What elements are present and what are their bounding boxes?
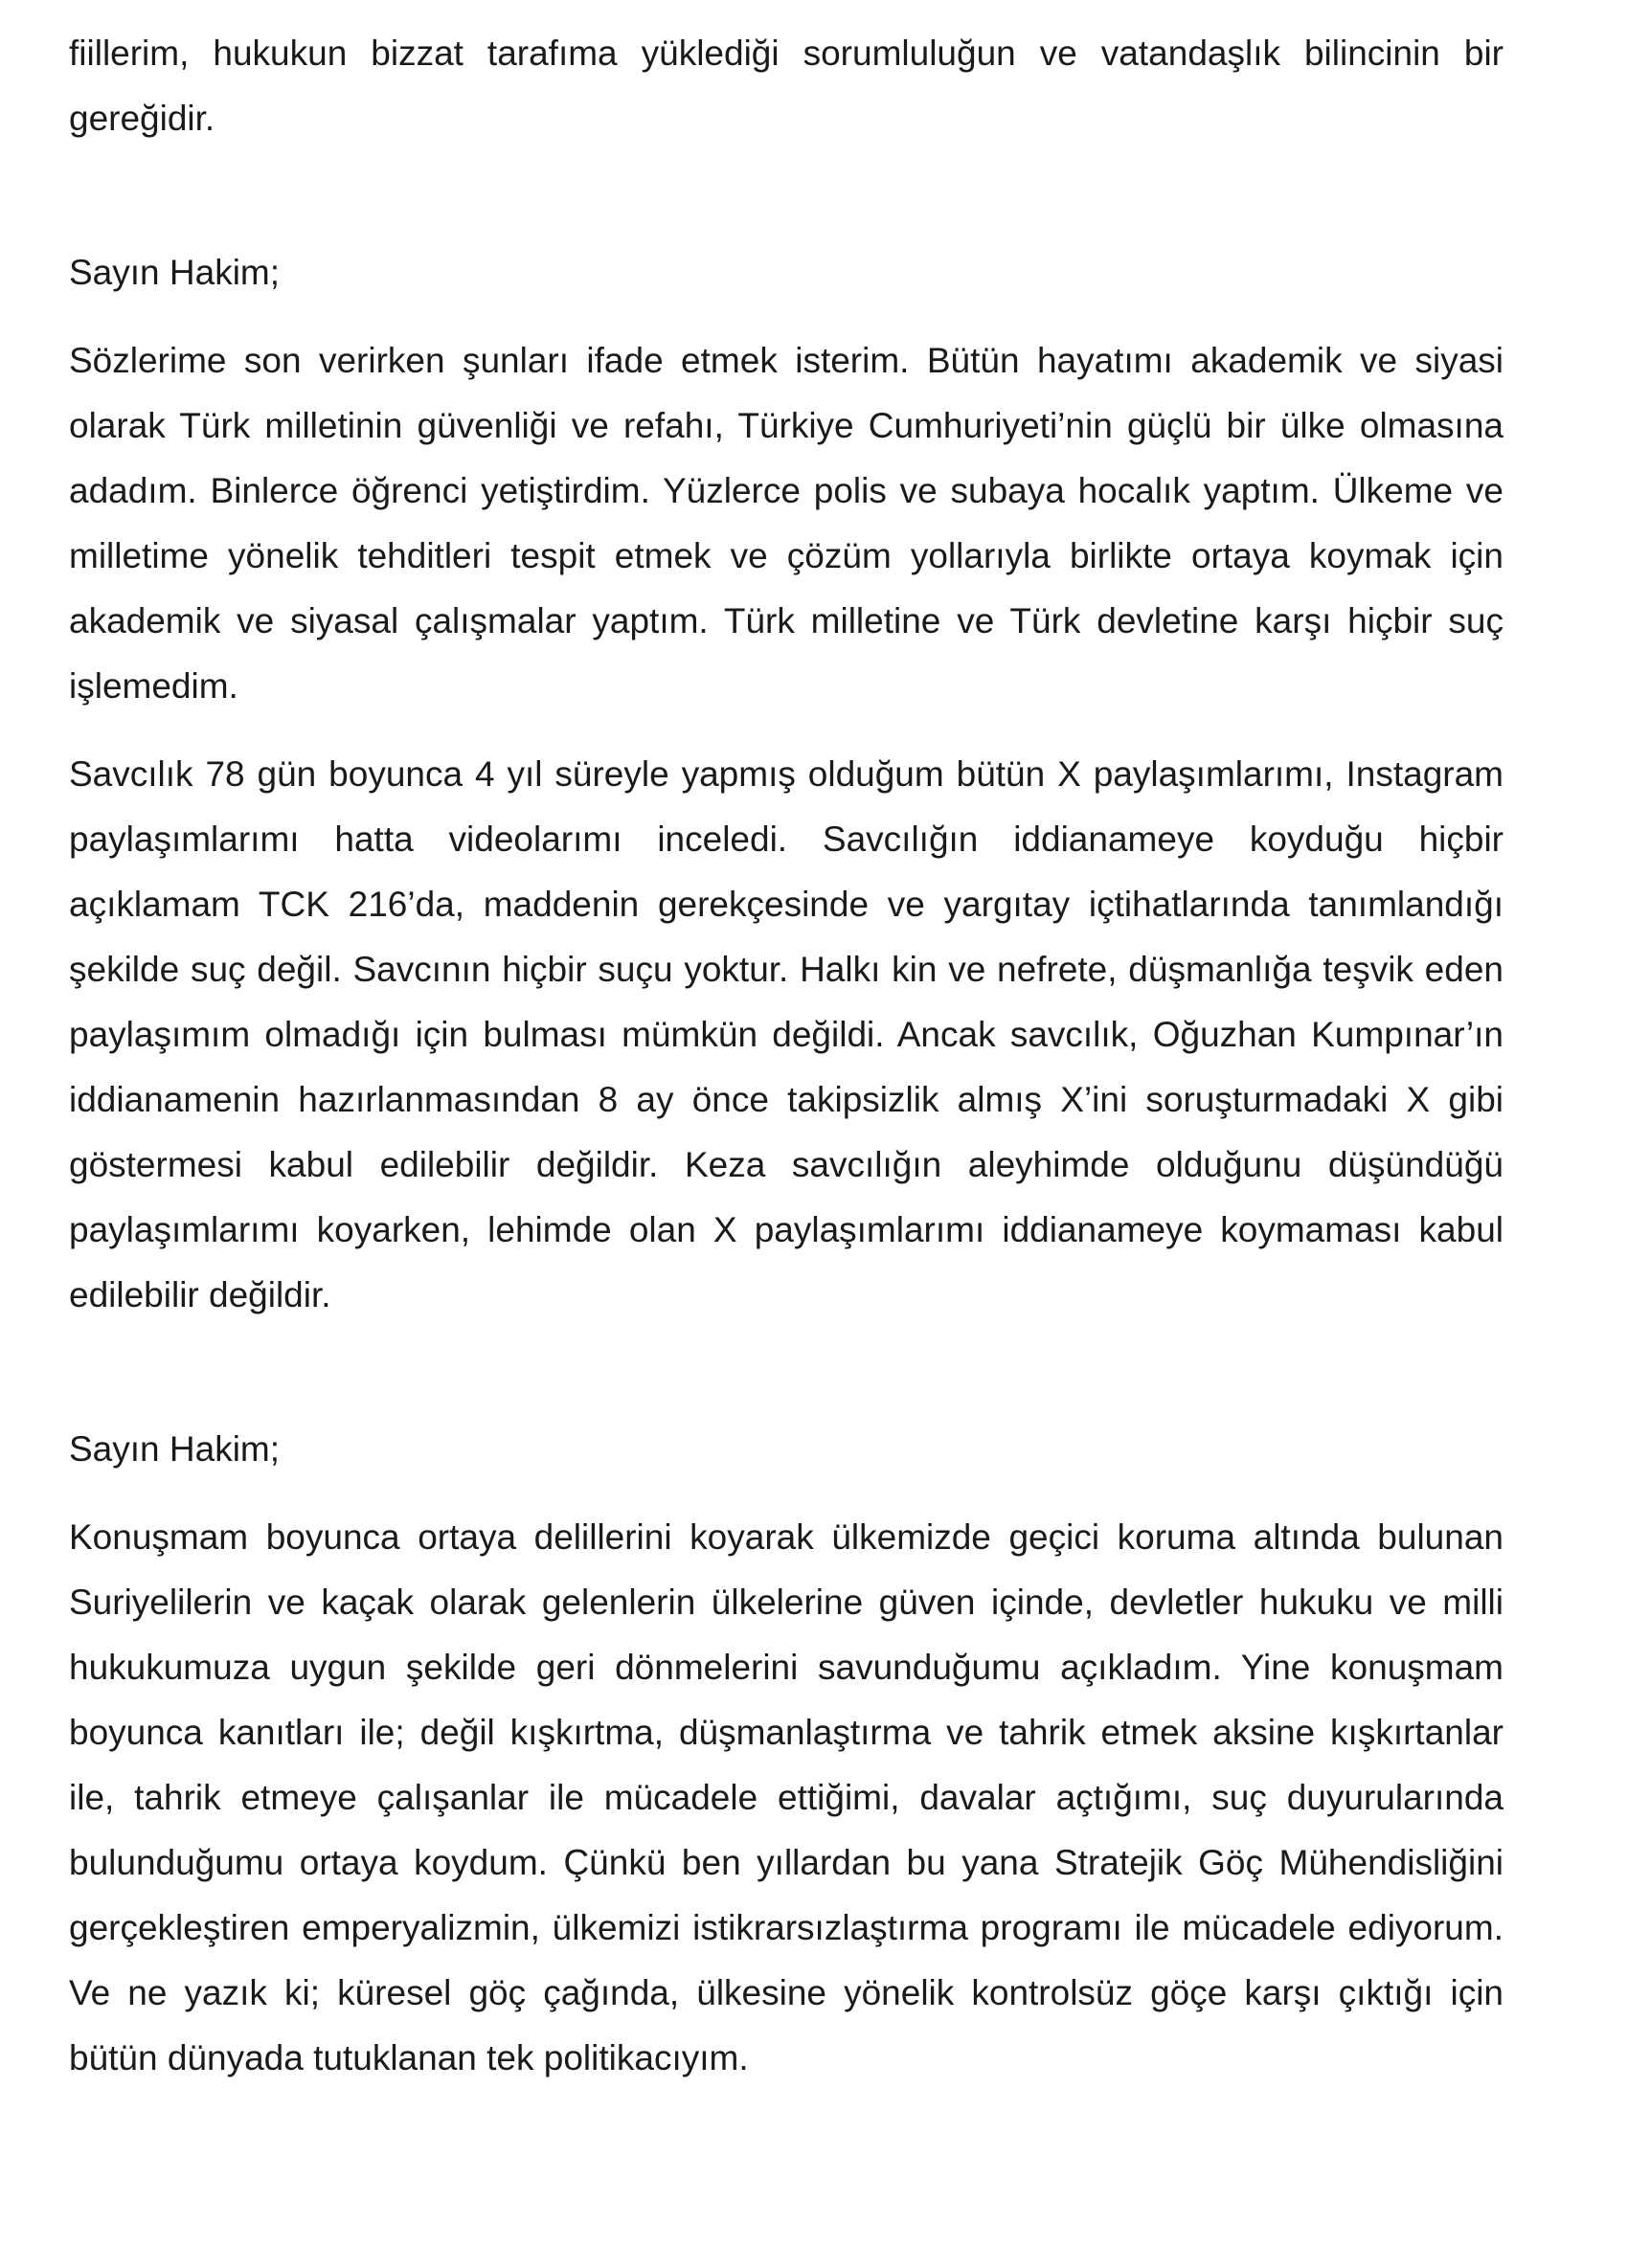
paragraph-1: Sözlerime son verirken şunları ifade etmek isterim. Bütün hayatımı akademik ve siyasi olarak Türk milletinin güvenliği ve refahı, Türkiye Cumhuriyeti’nin güçlü bir ülke olmasına adadım. Binlerce öğrenci yetiştirdim. Yüzlerce polis ve subaya hocalık yaptım. Ülkeme ve milletime yönelik tehditleri tespit etmek ve çözüm yollarıyla birlikte ortaya koymak için akademik ve siyasal çalışmalar yaptım. Türk milletine ve Türk devletine karşı hiçbir suç işlemedim.: [69, 341, 1504, 706]
paragraph-3: Konuşmam boyunca ortaya delillerini koyarak ülkemizde geçici koruma altında bulunan Suriyelilerin ve kaçak olarak gelenlerin ülkelerine güven içinde, devletler hukuku ve milli hukukumuza uygun şekilde geri dönmelerini savunduğumu açıkladım. Yine konuşmam boyunca kanıtları ile; değil kışkırtma, düşmanlaştırma ve tahrik etmek aksine kışkırtanlar ile, tahrik etmeye çalışanlar ile mücadele ettiğimi, davalar açtığımı, suç duyurularında bulunduğumu ortaya koydum. Çünkü ben yıllardan bu yana Stratejik Göç Mühendisliğini gerçekleştiren emperyalizmin, ülkemizi istikrarsızlaştırma programı ile mücadele ediyorum. Ve ne yazık ki; küresel göç çağında, ülkesine yönelik kontrolsüz göçe karşı çıktığı için bütün dünyada tutuklanan tek politikacıyım.: [69, 1517, 1504, 2077]
salutation-2: Sayın Hakim;: [69, 1429, 281, 1469]
document-page: [69, 21, 1504, 2114]
spacer: [69, 151, 1504, 240]
salutation-1: Sayın Hakim;: [69, 253, 281, 292]
paragraph-2: Savcılık 78 gün boyunca 4 yıl süreyle yapmış olduğum bütün X paylaşımlarımı, Instagram paylaşımlarımı hatta videolarımı inceledi. Savcılığın iddianameye koyduğu hiçbir açıklamam TCK 216’da, maddenin gerekçesinde ve yargıtay içtihatlarında tanımlandığı şekilde suç değil. Savcının hiçbir suçu yoktur. Halkı kin ve nefrete, düşmanlığa teşvik eden paylaşımım olmadığı için bulması mümkün değildi. Ancak savcılık, Oğuzhan Kumpınar’ın iddianamenin hazırlanmasından 8 ay önce takipsizlik almış X’ini soruşturmadaki X gibi göstermesi kabul edilebilir değildir. Keza savcılığın aleyhimde olduğunu düşündüğü paylaşımlarımı koyarken, lehimde olan X paylaşımlarımı iddianameye koymaması kabul edilebilir değildir.: [69, 754, 1504, 1314]
spacer: [69, 1328, 1504, 1417]
opening-fragment: fiillerim, hukukun bizzat tarafıma yüklediği sorumluluğun ve vatandaşlık bilincinin bir gereğidir.: [69, 34, 1504, 138]
